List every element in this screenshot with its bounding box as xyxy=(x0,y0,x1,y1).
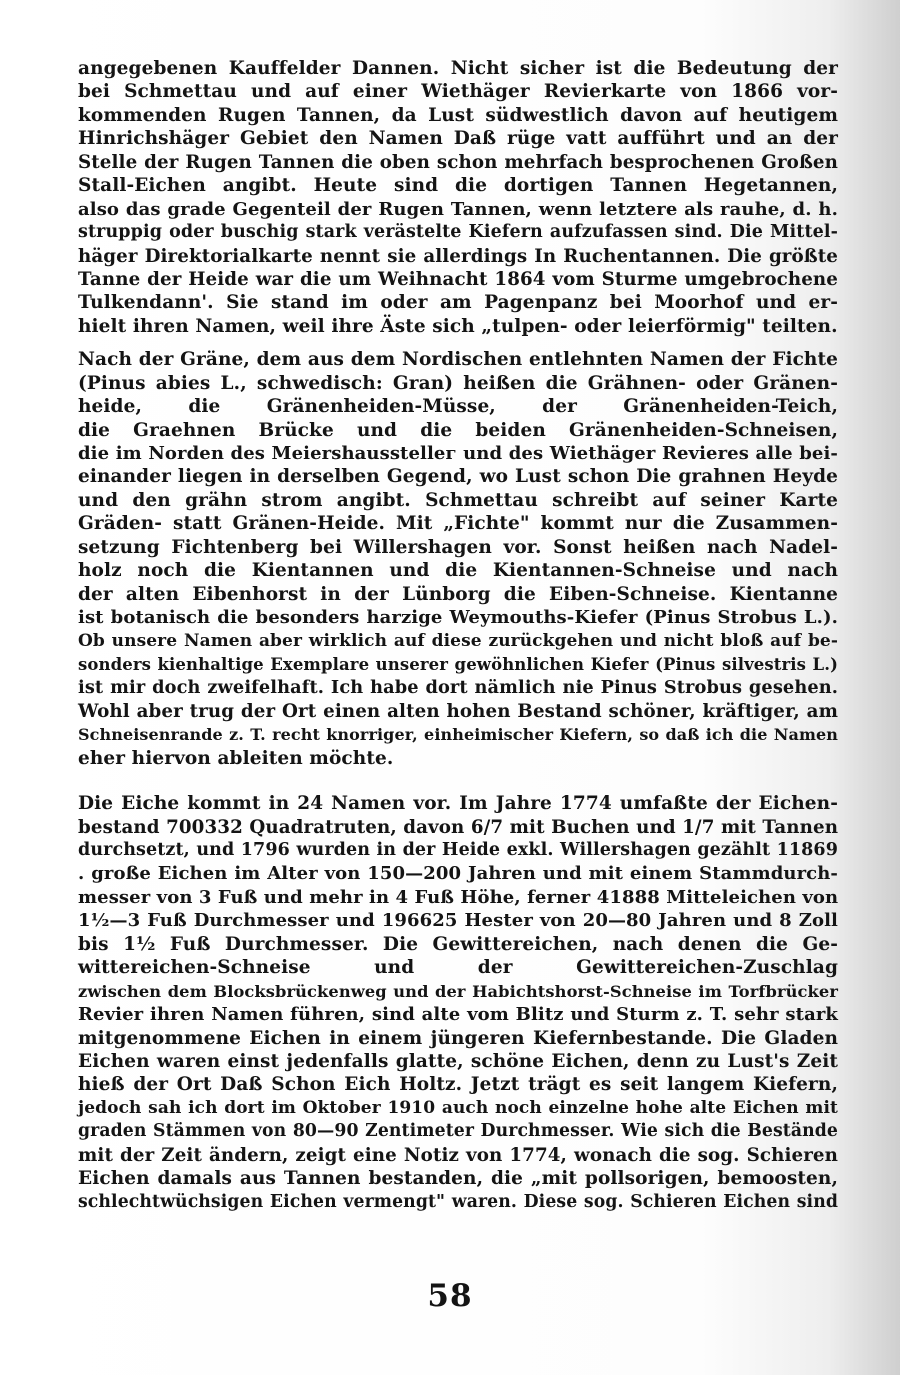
text-line: und den grähn strom angibt. Schmettau schreibt auf seiner Karte xyxy=(78,489,838,511)
text-line: hielt ihren Namen, weil ihre Äste sich „tulpen- oder leierförmig" teilten. xyxy=(78,315,838,337)
body-text xyxy=(78,57,838,1214)
text-line: Stelle der Rugen Tannen die oben schon mehrfach besprochenen Großen xyxy=(78,151,838,173)
text-line: setzung Fichtenberg bei Willershagen vor. Sonst heißen nach Nadel- xyxy=(78,536,838,558)
text-line: häger Direktorialkarte nennt sie allerdings In Ruchentannen. Die größte xyxy=(78,245,838,267)
paragraph-fichte xyxy=(78,348,838,770)
text-line: Eichen waren einst jedenfalls glatte, schöne Eichen, denn zu Lust's Zeit xyxy=(78,1050,838,1072)
text-line: sonders kienhaltige Exemplare unserer gewöhnlichen Kiefer (Pinus silvestris L.) xyxy=(78,654,838,674)
text-line: bestand 700332 Quadratruten, davon 6/7 mit Buchen und 1/7 mit Tannen xyxy=(78,816,839,838)
text-line: . große Eichen im Alter von 150—200 Jahren und mit einem Stammdurch- xyxy=(78,863,838,885)
text-line: messer von 3 Fuß und mehr in 4 Fuß Höhe, ferner 41888 Mitteleichen von xyxy=(78,886,839,908)
text-line: Gräden- statt Gränen-Heide. Mit „Fichte" kommt nur die Zusammen- xyxy=(78,513,838,535)
text-line: mit der Zeit ändern, zeigt eine Notiz von 1774, wonach die sog. Schieren xyxy=(78,1144,838,1166)
text-line: Schneisenrande z. T. recht knorriger, einheimischer Kiefern, so daß ich die Namen xyxy=(78,725,838,745)
text-line: jedoch sah ich dort im Oktober 1910 auch noch einzelne hohe alte Eichen mit xyxy=(78,1097,838,1118)
text-line: ist botanisch die besonders harzige Weymouths-Kiefer (Pinus Strobus L.). xyxy=(78,607,838,629)
paragraph-gap xyxy=(78,338,838,348)
text-line: also das grade Gegenteil der Rugen Tannen, wenn letztere als rauhe, d. h. xyxy=(78,198,838,220)
paragraph-gap xyxy=(78,770,838,792)
text-line: struppig oder buschig stark verästelte Kiefern aufzufassen sind. Die Mittel- xyxy=(78,222,838,243)
text-line: ist mir doch zweifelhaft. Ich habe dort nämlich nie Pinus Strobus gesehen. xyxy=(78,677,838,699)
text-line: eher hiervon ableiten möchte. xyxy=(78,747,394,769)
text-line: Tulkendann'. Sie stand im oder am Pagenpanz bei Moorhof und er- xyxy=(78,292,838,314)
text-line: Wohl aber trug der Ort einen alten hohen Bestand schöner, kräftiger, am xyxy=(78,700,838,722)
text-line: zwischen dem Blocksbrückenweg und der Habichtshorst-Schneise im Torfbrücker xyxy=(78,981,838,1001)
paragraph-eiche xyxy=(78,792,838,1214)
text-line: die Graehnen Brücke und die beiden Gränenheiden-Schneisen, xyxy=(78,419,838,441)
text-line: bei Schmettau und auf einer Wiethäger Revierkarte von 1866 vor- xyxy=(78,81,838,103)
text-line: Stall-Eichen angibt. Heute sind die dortigen Tannen Hegetannen, xyxy=(78,175,838,197)
text-line: (Pinus abies L., schwedisch: Gran) heißen die Grähnen- oder Gränen- xyxy=(78,372,838,394)
text-line: schlechtwüchsigen Eichen vermengt" waren. Diese sog. Schieren Eichen sind xyxy=(78,1191,838,1212)
text-line: angegebenen Kauffelder Dannen. Nicht sicher ist die Bedeutung der xyxy=(78,58,838,79)
paragraph-rugen-tannen xyxy=(78,57,838,338)
text-line: einander liegen in derselben Gegend, wo Lust schon Die grahnen Heyde xyxy=(78,466,838,488)
text-line: graden Stämmen von 80—90 Zentimeter Durchmesser. Wie sich die Bestände xyxy=(78,1121,838,1142)
text-line: Revier ihren Namen führen, sind alte vom Blitz und Sturm z. T. sehr stark xyxy=(78,1004,838,1026)
page-number: 58 xyxy=(427,1278,473,1314)
text-line: Ob unsere Namen aber wirklich auf diese zurückgehen und nicht bloß auf be- xyxy=(78,630,838,651)
text-line: durchsetzt, und 1796 wurden in der Heide exkl. Willershagen gezählt 11869 xyxy=(78,840,838,860)
text-line: Eichen damals aus Tannen bestanden, die „mit pollsorigen, bemoosten, xyxy=(78,1168,838,1190)
text-line: holz noch die Kientannen und die Kientannen-Schneise und nach xyxy=(78,560,838,582)
text-line: die im Norden des Meiershausstellег und des Wiethäger Revieres alle bei- xyxy=(78,443,838,464)
text-line: der alten Eibenhorst in der Lünborg die Eiben-Schneise. Kientanne xyxy=(78,583,838,605)
text-line: kommenden Rugen Tannen, da Lust südwestlich davon auf heutigem xyxy=(78,104,838,126)
text-line: Die Eiche kommt in 24 Namen vor. Im Jahre 1774 umfaßte der Eichen- xyxy=(78,793,838,815)
text-line: Tanne der Heide war die um Weihnacht 1864 vom Sturme umgebrochene xyxy=(78,268,838,290)
text-line: 1½—3 Fuß Durchmesser und 196625 Hester von 20—80 Jahren und 8 Zoll xyxy=(78,910,838,932)
text-line: hieß der Ort Daß Schon Eich Holtz. Jetzt trägt es seit langem Kiefern, xyxy=(78,1074,838,1096)
text-line: Nach der Gräne, dem aus dem Nordischen entlehnten Namen der Fichte xyxy=(78,349,838,371)
text-line: mitgenommene Eichen in einem jüngeren Kiefernbestande. Die Gladen xyxy=(78,1027,838,1049)
text-line: bis 1½ Fuß Durchmesser. Die Gewittereichen, nach denen die Ge- xyxy=(78,933,838,955)
text-line: wittereichen-Schneise und der Gewittereichen-Zuschlag xyxy=(78,957,838,979)
text-line: heide, die Gränenheiden-Müsse, der Gränenheiden-Teich, xyxy=(78,396,838,418)
text-line: Hinrichshäger Gebiet den Namen Daß rüge vatt aufführt und an der xyxy=(78,128,838,150)
